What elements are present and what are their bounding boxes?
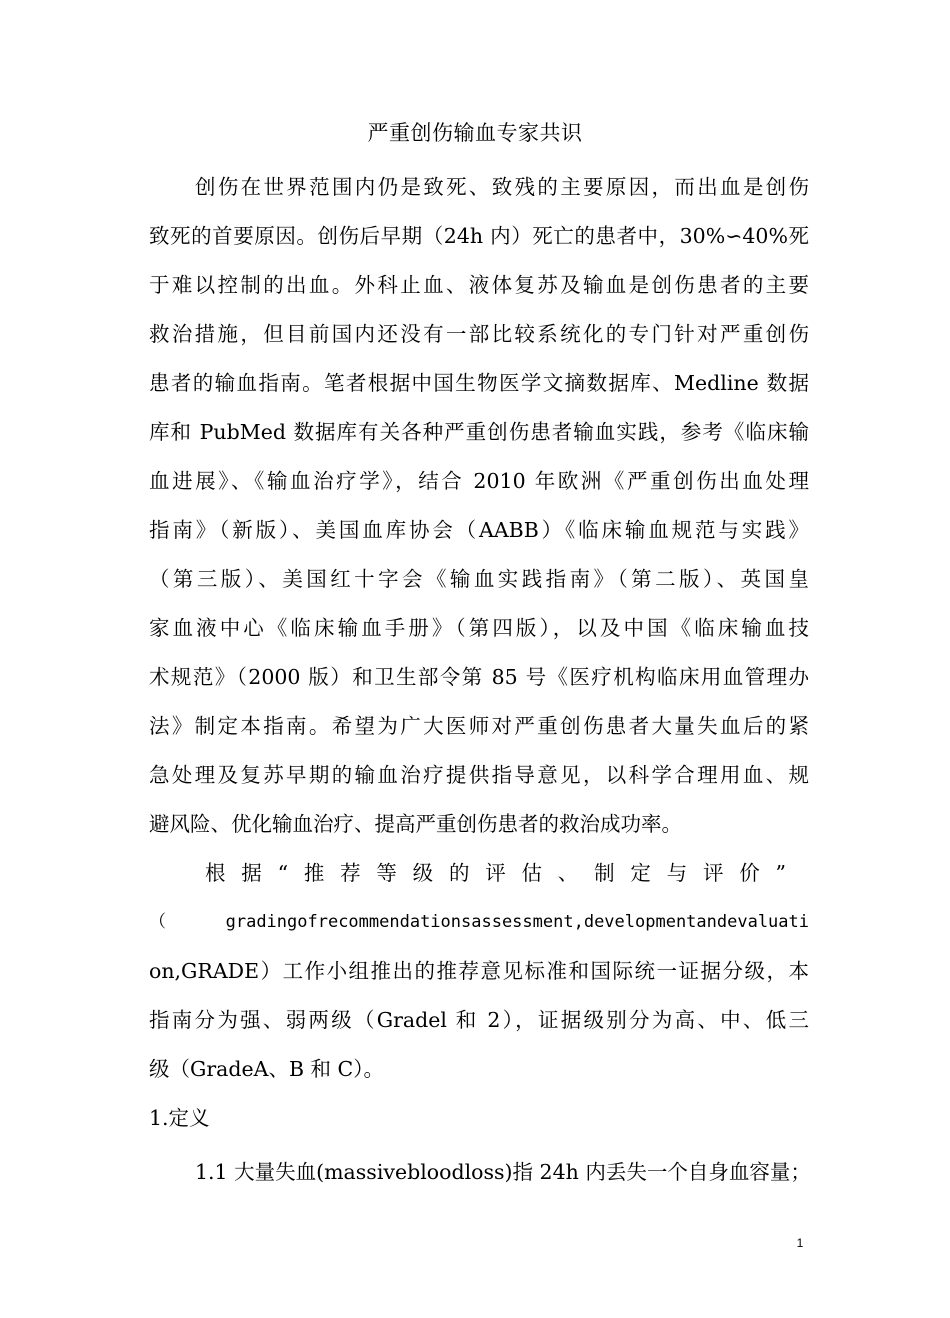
paragraph-1-line-9: （第三版）、美国红十字会《输血实践指南》（第二版）、英国皇 [149, 567, 809, 591]
paragraph-2-line-2: （gradingofrecommendationsassessment,developmentandevaluati [149, 912, 809, 932]
paragraph-1-line-1: 创伤在世界范围内仍是致死、致残的主要原因，而出血是创伤 [195, 175, 809, 199]
paragraph-1-line-8: 指南》（新版）、美国血库协会（AABB）《临床输血规范与实践》 [149, 518, 809, 542]
paragraph-1-line-12: 法》制定本指南。希望为广大医师对严重创伤患者大量失血后的紧 [149, 714, 809, 738]
paragraph-2-line-5: 级（GradeA、B 和 C）。 [149, 1057, 384, 1081]
paragraph-2-line-3: on,GRADE）工作小组推出的推荐意见标准和国际统一证据分级，本 [149, 959, 809, 983]
section-heading-definition: 1.定义 [149, 1106, 210, 1130]
paragraph-1-line-4: 救治措施，但目前国内还没有一部比较系统化的专门针对严重创伤 [149, 322, 809, 346]
paragraph-1-line-2: 致死的首要原因。创伤后早期（24h 内）死亡的患者中，30%∽40%死 [149, 224, 809, 248]
paragraph-1-line-10: 家血液中心《临床输血手册》（第四版），以及中国《临床输血技 [149, 616, 809, 640]
document-title: 严重创伤输血专家共识 [367, 121, 583, 145]
paragraph-1-line-5: 患者的输血指南。笔者根据中国生物医学文摘数据库、Medline 数据 [149, 371, 809, 395]
paragraph-2-line-4: 指南分为强、弱两级（Gradel 和 2），证据级别分为高、中、低三 [149, 1008, 809, 1032]
definition-1-1: 1.1 大量失血(massivebloodloss)指 24h 内丢失一个自身血容量； [195, 1160, 811, 1184]
paragraph-2-line-1: 根据“推荐等级的评估、制定与评价” [205, 861, 795, 885]
paragraph-1-line-13: 急处理及复苏早期的输血治疗提供指导意见，以科学合理用血、规 [149, 763, 809, 787]
paragraph-1-line-14: 避风险、优化输血治疗、提高严重创伤患者的救治成功率。 [149, 812, 682, 836]
paragraph-1-line-11: 术规范》（2000 版）和卫生部令第 85 号《医疗机构临床用血管理办 [149, 665, 809, 689]
page-number: 1 [796, 1236, 804, 1250]
paragraph-1-line-7: 血进展》、《输血治疗学》，结合 2010 年欧洲《严重创伤出血处理 [149, 469, 809, 493]
paragraph-1-line-3: 于难以控制的出血。外科止血、液体复苏及输血是创伤患者的主要 [149, 273, 809, 297]
paragraph-1-line-6: 库和 PubMed 数据库有关各种严重创伤患者输血实践，参考《临床输 [149, 420, 809, 444]
